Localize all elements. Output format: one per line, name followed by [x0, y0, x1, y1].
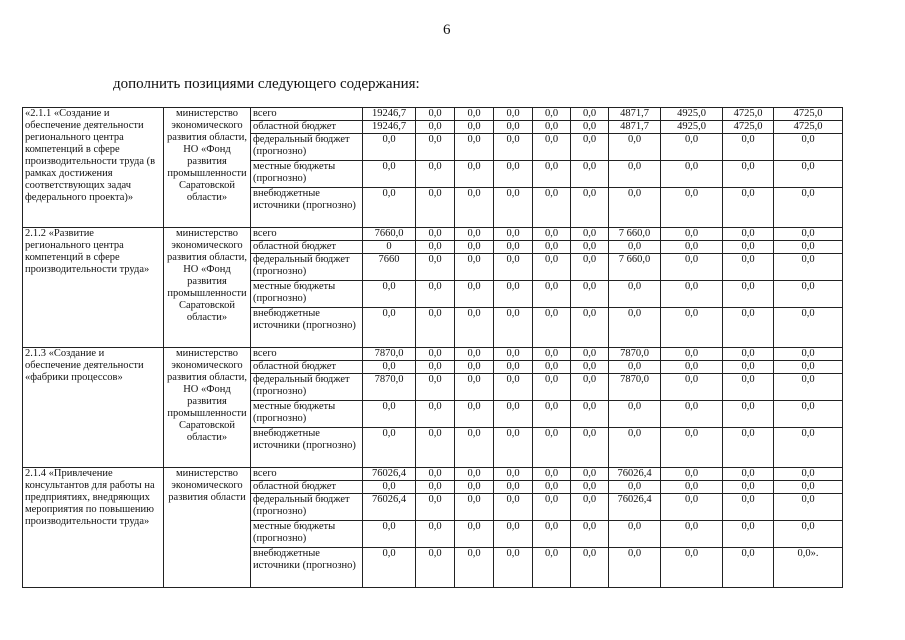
amount-cell: 76026,4: [609, 494, 661, 521]
amount-cell: 0,0: [416, 374, 455, 401]
amount-cell: 0,0: [571, 134, 609, 161]
amount-cell: 0,0: [455, 188, 494, 228]
amount-cell: 0,0: [723, 481, 774, 494]
amount-cell: 0,0: [661, 348, 723, 361]
amount-cell: 0,0: [533, 281, 571, 308]
amount-cell: 0,0: [609, 361, 661, 374]
amount-cell: 0,0: [774, 494, 843, 521]
amount-cell: 19246,7: [363, 108, 416, 121]
amount-cell: 76026,4: [363, 494, 416, 521]
amount-cell: 0,0: [661, 521, 723, 548]
responsible-executor: министерство экономического развития области, НО «Фонд развития промышленности Саратовской области»: [164, 228, 251, 348]
amount-cell: 0,0: [774, 228, 843, 241]
amount-cell: 0,0: [455, 308, 494, 348]
amount-cell: 0,0: [571, 481, 609, 494]
amount-cell: 0,0: [533, 494, 571, 521]
amount-cell: 0,0: [609, 428, 661, 468]
amount-cell: 0,0: [455, 374, 494, 401]
amount-cell: 0,0: [455, 108, 494, 121]
amount-cell: 0,0: [571, 121, 609, 134]
amount-cell: 0,0: [571, 468, 609, 481]
amount-cell: 0,0: [494, 468, 533, 481]
amount-cell: 7870,0: [609, 348, 661, 361]
amount-cell: 0,0: [416, 161, 455, 188]
funding-source: федеральный бюджет (прогнозно): [251, 494, 363, 521]
amount-cell: 0,0: [723, 308, 774, 348]
funding-source: областной бюджет: [251, 361, 363, 374]
amount-cell: 0,0: [533, 548, 571, 588]
amount-cell: 0,0: [723, 401, 774, 428]
amount-cell: 0,0: [494, 228, 533, 241]
amount-cell: 7870,0: [363, 348, 416, 361]
funding-source: всего: [251, 228, 363, 241]
amount-cell: 0,0: [416, 121, 455, 134]
amount-cell: 0,0: [533, 134, 571, 161]
amount-cell: 0,0: [609, 134, 661, 161]
amount-cell: 0,0: [723, 228, 774, 241]
amount-cell: 0,0: [494, 428, 533, 468]
table-row: [23, 228, 843, 241]
funding-source: местные бюджеты (прогнозно): [251, 161, 363, 188]
funding-source: внебюджетные источники (прогнозно): [251, 188, 363, 228]
amount-cell: 0,0: [363, 548, 416, 588]
amount-cell: 0,0: [661, 481, 723, 494]
amount-cell: 0,0: [571, 361, 609, 374]
amount-cell: 0,0: [416, 188, 455, 228]
amount-cell: 0,0: [571, 348, 609, 361]
amount-cell: 0,0: [533, 468, 571, 481]
amount-cell: 0,0: [571, 521, 609, 548]
amount-cell: 0,0: [455, 361, 494, 374]
page-number: 6: [443, 22, 451, 38]
amount-cell: 0,0: [416, 281, 455, 308]
amount-cell: 0,0: [416, 108, 455, 121]
amount-cell: 0,0: [609, 521, 661, 548]
table-row: [23, 348, 843, 361]
amount-cell: 0,0: [774, 134, 843, 161]
amount-cell: 0,0: [774, 348, 843, 361]
amount-cell: 0,0: [661, 134, 723, 161]
amount-cell: 0,0: [571, 281, 609, 308]
amount-cell: 0,0: [774, 481, 843, 494]
amount-cell: 7870,0: [363, 374, 416, 401]
amount-cell: 0,0: [774, 428, 843, 468]
amount-cell: 4725,0: [723, 108, 774, 121]
responsible-executor: министерство экономического развития области, НО «Фонд развития промышленности Саратовской области»: [164, 348, 251, 468]
amount-cell: 0,0: [455, 254, 494, 281]
amount-cell: 0,0: [455, 481, 494, 494]
amount-cell: 0,0: [533, 428, 571, 468]
amount-cell: 0,0: [494, 161, 533, 188]
amount-cell: 0,0: [455, 468, 494, 481]
responsible-executor: министерство экономического развития области, НО «Фонд развития промышленности Саратовской области»: [164, 108, 251, 228]
amount-cell: 0,0: [609, 401, 661, 428]
amount-cell: 0,0: [363, 134, 416, 161]
amount-cell: 0,0: [723, 494, 774, 521]
amount-cell: 0,0: [494, 108, 533, 121]
amount-cell: 0,0: [723, 188, 774, 228]
amount-cell: 0,0: [661, 494, 723, 521]
amount-cell: 0,0: [416, 468, 455, 481]
amount-cell: 0,0: [416, 308, 455, 348]
amount-cell: 0,0: [774, 468, 843, 481]
amount-cell: 0,0: [661, 228, 723, 241]
amount-cell: 0,0: [774, 281, 843, 308]
amount-cell: 0,0: [571, 428, 609, 468]
amount-cell: 0,0: [571, 308, 609, 348]
amount-cell: 4725,0: [723, 121, 774, 134]
amount-cell: 0,0: [609, 548, 661, 588]
funding-source: внебюджетные источники (прогнозно): [251, 308, 363, 348]
amount-cell: 0,0: [723, 281, 774, 308]
amount-cell: 0,0: [494, 188, 533, 228]
amount-cell: 4925,0: [661, 121, 723, 134]
amount-cell: 0,0: [455, 161, 494, 188]
amount-cell: 0,0: [533, 361, 571, 374]
funding-source: областной бюджет: [251, 121, 363, 134]
amount-cell: 0,0: [494, 481, 533, 494]
amount-cell: 0,0: [723, 161, 774, 188]
amount-cell: 0,0: [455, 428, 494, 468]
funding-source: внебюджетные источники (прогнозно): [251, 428, 363, 468]
amount-cell: 0,0: [494, 521, 533, 548]
amount-cell: 0,0: [363, 401, 416, 428]
amount-cell: 7660: [363, 254, 416, 281]
amount-cell: 7660,0: [363, 228, 416, 241]
amount-cell: 0,0: [609, 481, 661, 494]
amount-cell: 0,0: [533, 228, 571, 241]
amount-cell: 0,0: [533, 241, 571, 254]
amount-cell: 0,0: [661, 308, 723, 348]
amount-cell: 0,0: [774, 308, 843, 348]
amount-cell: 0,0: [609, 161, 661, 188]
amount-cell: 4725,0: [774, 108, 843, 121]
amount-cell: 0,0: [363, 308, 416, 348]
amount-cell: 0,0: [723, 374, 774, 401]
amount-cell: 0,0: [609, 308, 661, 348]
amount-cell: 0,0: [661, 428, 723, 468]
amount-cell: 0,0».: [774, 548, 843, 588]
amount-cell: 0,0: [723, 254, 774, 281]
amount-cell: 0,0: [774, 521, 843, 548]
amount-cell: 0,0: [533, 401, 571, 428]
amount-cell: 0,0: [494, 241, 533, 254]
amount-cell: 0,0: [571, 548, 609, 588]
amount-cell: 0,0: [455, 228, 494, 241]
amount-cell: 0,0: [416, 521, 455, 548]
amount-cell: 0,0: [571, 241, 609, 254]
amount-cell: 0,0: [571, 494, 609, 521]
amount-cell: 0,0: [661, 188, 723, 228]
amount-cell: 0,0: [571, 374, 609, 401]
amount-cell: 0,0: [363, 188, 416, 228]
amount-cell: 0,0: [416, 548, 455, 588]
amount-cell: 0,0: [661, 548, 723, 588]
responsible-executor: министерство экономического развития области: [164, 468, 251, 588]
amount-cell: 0,0: [416, 228, 455, 241]
amount-cell: 0,0: [416, 254, 455, 281]
amount-cell: 4925,0: [661, 108, 723, 121]
amount-cell: 0,0: [533, 121, 571, 134]
amount-cell: 0,0: [416, 428, 455, 468]
table-row: [23, 108, 843, 121]
activity-name: 2.1.2 «Развитие регионального центра компетенций в сфере производительности труда»: [23, 228, 164, 348]
amount-cell: 0,0: [416, 361, 455, 374]
amount-cell: 0,0: [571, 161, 609, 188]
amount-cell: 0,0: [494, 308, 533, 348]
funding-source: местные бюджеты (прогнозно): [251, 401, 363, 428]
amount-cell: 0,0: [723, 134, 774, 161]
amount-cell: 0,0: [416, 401, 455, 428]
amount-cell: 7870,0: [609, 374, 661, 401]
amount-cell: 0,0: [363, 481, 416, 494]
funding-source: областной бюджет: [251, 241, 363, 254]
amount-cell: 0,0: [533, 308, 571, 348]
amount-cell: 0,0: [774, 241, 843, 254]
amount-cell: 0,0: [774, 254, 843, 281]
amount-cell: 0,0: [533, 254, 571, 281]
amount-cell: 0,0: [661, 254, 723, 281]
amount-cell: 0,0: [571, 108, 609, 121]
amount-cell: 0,0: [363, 521, 416, 548]
amount-cell: 0,0: [455, 521, 494, 548]
funding-source: федеральный бюджет (прогнозно): [251, 374, 363, 401]
amount-cell: 0,0: [455, 281, 494, 308]
amount-cell: 76026,4: [363, 468, 416, 481]
amount-cell: 0,0: [774, 161, 843, 188]
activity-name: «2.1.1 «Создание и обеспечение деятельности регионального центра компетенций в сфере производительности труда (в рамках достижения соответствующих задач федерального проекта)»: [23, 108, 164, 228]
amount-cell: 0,0: [723, 241, 774, 254]
amount-cell: 0,0: [494, 374, 533, 401]
amount-cell: 0,0: [571, 254, 609, 281]
amount-cell: 0,0: [609, 241, 661, 254]
amount-cell: 0,0: [416, 241, 455, 254]
amount-cell: 4725,0: [774, 121, 843, 134]
amount-cell: 0,0: [723, 521, 774, 548]
amount-cell: 0,0: [661, 161, 723, 188]
amount-cell: 0,0: [363, 281, 416, 308]
funding-source: всего: [251, 468, 363, 481]
amount-cell: 0,0: [533, 188, 571, 228]
amount-cell: 4871,7: [609, 108, 661, 121]
amount-cell: 0,0: [533, 481, 571, 494]
amount-cell: 0,0: [533, 348, 571, 361]
amount-cell: 0,0: [723, 468, 774, 481]
amount-cell: 0,0: [571, 228, 609, 241]
amount-cell: 0,0: [494, 121, 533, 134]
amount-cell: 0,0: [533, 374, 571, 401]
amount-cell: 0,0: [774, 374, 843, 401]
amount-cell: 0,0: [363, 161, 416, 188]
amount-cell: 0,0: [723, 348, 774, 361]
amount-cell: 0,0: [661, 241, 723, 254]
funding-table: [22, 107, 843, 588]
amount-cell: 0,0: [723, 361, 774, 374]
amount-cell: 0,0: [494, 348, 533, 361]
amount-cell: 0: [363, 241, 416, 254]
amount-cell: 0,0: [533, 161, 571, 188]
amount-cell: 0,0: [416, 134, 455, 161]
activity-name: 2.1.4 «Привлечение консультантов для работы на предприятиях, внедряющих мероприятия по повышению производительности труда»: [23, 468, 164, 588]
amount-cell: 0,0: [455, 134, 494, 161]
amount-cell: 0,0: [774, 188, 843, 228]
intro-text: дополнить позициями следующего содержания:: [113, 76, 420, 92]
amount-cell: 7 660,0: [609, 228, 661, 241]
amount-cell: 0,0: [774, 401, 843, 428]
amount-cell: 0,0: [494, 134, 533, 161]
amount-cell: 0,0: [533, 521, 571, 548]
funding-source: всего: [251, 348, 363, 361]
amount-cell: 4871,7: [609, 121, 661, 134]
funding-source: местные бюджеты (прогнозно): [251, 281, 363, 308]
funding-source: федеральный бюджет (прогнозно): [251, 254, 363, 281]
amount-cell: 0,0: [494, 548, 533, 588]
amount-cell: 0,0: [723, 548, 774, 588]
amount-cell: 0,0: [416, 348, 455, 361]
amount-cell: 0,0: [494, 254, 533, 281]
amount-cell: 0,0: [416, 494, 455, 521]
funding-source: областной бюджет: [251, 481, 363, 494]
amount-cell: 0,0: [494, 494, 533, 521]
amount-cell: 0,0: [723, 428, 774, 468]
amount-cell: 0,0: [533, 108, 571, 121]
amount-cell: 0,0: [455, 401, 494, 428]
funding-source: местные бюджеты (прогнозно): [251, 521, 363, 548]
amount-cell: 0,0: [571, 188, 609, 228]
amount-cell: 0,0: [774, 361, 843, 374]
amount-cell: 0,0: [609, 281, 661, 308]
amount-cell: 0,0: [661, 401, 723, 428]
amount-cell: 0,0: [455, 494, 494, 521]
funding-source: федеральный бюджет (прогнозно): [251, 134, 363, 161]
amount-cell: 0,0: [416, 481, 455, 494]
amount-cell: 0,0: [661, 361, 723, 374]
amount-cell: 0,0: [661, 468, 723, 481]
amount-cell: 0,0: [494, 361, 533, 374]
amount-cell: 0,0: [455, 548, 494, 588]
amount-cell: 0,0: [455, 348, 494, 361]
table-row: [23, 468, 843, 481]
amount-cell: 0,0: [494, 401, 533, 428]
amount-cell: 0,0: [455, 121, 494, 134]
amount-cell: 0,0: [494, 281, 533, 308]
amount-cell: 7 660,0: [609, 254, 661, 281]
amount-cell: 19246,7: [363, 121, 416, 134]
activity-name: 2.1.3 «Создание и обеспечение деятельности «фабрики процессов»: [23, 348, 164, 468]
amount-cell: 0,0: [609, 188, 661, 228]
funding-source: всего: [251, 108, 363, 121]
amount-cell: 0,0: [363, 361, 416, 374]
amount-cell: 0,0: [571, 401, 609, 428]
amount-cell: 76026,4: [609, 468, 661, 481]
funding-source: внебюджетные источники (прогнозно): [251, 548, 363, 588]
amount-cell: 0,0: [455, 241, 494, 254]
amount-cell: 0,0: [661, 281, 723, 308]
amount-cell: 0,0: [661, 374, 723, 401]
amount-cell: 0,0: [363, 428, 416, 468]
